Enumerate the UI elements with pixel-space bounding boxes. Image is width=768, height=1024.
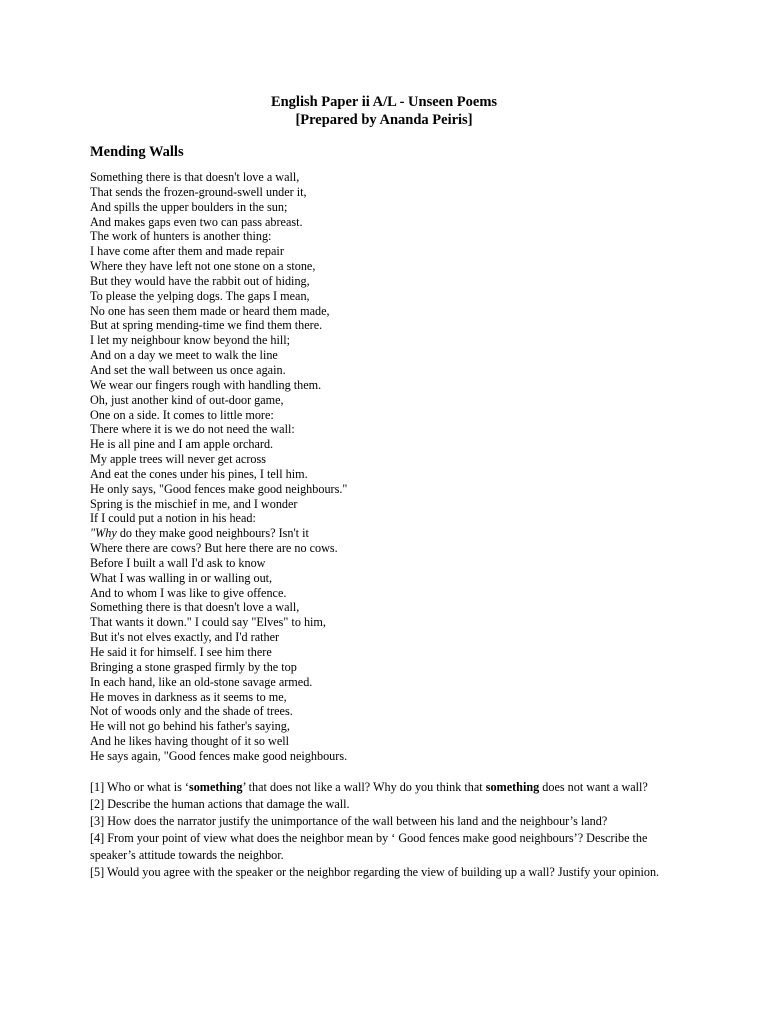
document-author: [Prepared by Ananda Peiris] <box>295 112 473 128</box>
poem-line: And spills the upper boulders in the sun; <box>90 199 288 214</box>
poem-line: Where they have left not one stone on a stone, <box>90 259 316 274</box>
question-text: does not want a wall? <box>539 780 648 794</box>
poem-line: Where there are cows? But here there are no cows. <box>90 541 338 556</box>
poem-line: And to whom I was like to give offence. <box>90 585 287 600</box>
poem-line: Spring is the mischief in me, and I wonder <box>90 496 298 511</box>
document-title: English Paper ii A/L - Unseen Poems <box>270 94 498 110</box>
poem-line-rest: do they make good neighbours? Isn't it <box>116 526 309 541</box>
poem-line: I let my neighbour know beyond the hill; <box>90 333 291 348</box>
poem-line: To please the yelping dogs. The gaps I mean, <box>90 288 310 303</box>
poem-line: That wants it down." I could say "Elves" to him, <box>90 615 326 630</box>
poem-line: He only says, "Good fences make good neighbours." <box>90 481 348 496</box>
poem-line: But they would have the rabbit out of hiding, <box>90 273 310 288</box>
question-3: [3] How does the narrator justify the unimportance of the wall between his land and the neighbour’s land? <box>90 814 608 828</box>
question-text: [1] Who or what is ‘ <box>90 780 189 794</box>
poem-body <box>90 170 690 764</box>
questions-section <box>90 779 690 881</box>
poem-line: He is all pine and I am apple orchard. <box>90 437 274 452</box>
poem-line: My apple trees will never get across <box>90 452 266 467</box>
poem-line: And eat the cones under his pines, I tell him. <box>90 466 308 481</box>
poem-line: That sends the frozen-ground-swell under it, <box>90 184 307 199</box>
question-emphasis: something <box>188 780 243 794</box>
poem-line: There where it is we do not need the wall: <box>90 422 295 437</box>
poem-line: Before I built a wall I'd ask to know <box>90 555 266 570</box>
poem-title: Mending Walls <box>90 144 184 160</box>
question-5: [5] Would you agree with the speaker or the neighbor regarding the view of building up a wall? Justify your opinion. <box>90 865 660 879</box>
question-1 <box>90 779 690 796</box>
poem-line: He will not go behind his father's saying, <box>90 719 290 734</box>
poem-line: What I was walling in or walling out, <box>90 570 273 585</box>
poem-line: In each hand, like an old-stone savage armed. <box>90 674 313 689</box>
poem-line-italic-start <box>90 526 690 541</box>
question-text: ’ that does not like a wall? Why do you think that <box>242 780 486 794</box>
poem-line: Oh, just another kind of out-door game, <box>90 392 284 407</box>
poem-line: And set the wall between us once again. <box>90 362 286 377</box>
poem-line: No one has seen them made or heard them made, <box>90 303 330 318</box>
question-4 <box>90 830 690 864</box>
poem-line: And on a day we meet to walk the line <box>90 348 278 363</box>
poem-line: But it's not elves exactly, and I'd rather <box>90 630 280 645</box>
poem-line: Bringing a stone grasped firmly by the top <box>90 659 297 674</box>
question-2: [2] Describe the human actions that damage the wall. <box>90 797 350 811</box>
poem-italic-word: "Why <box>90 526 117 541</box>
poem-line: He moves in darkness as it seems to me, <box>90 689 287 704</box>
question-text: [4] From your point of view what does the neighbor mean by ‘ Good fences make good neighbours’? Describe the <box>90 831 648 845</box>
question-text: speaker’s attitude towards the neighbor. <box>90 848 284 862</box>
poem-line: But at spring mending-time we find them there. <box>90 318 323 333</box>
poem-line: If I could put a notion in his head: <box>90 511 256 526</box>
poem-line: He says again, "Good fences make good neighbours. <box>90 748 348 763</box>
poem-line: Not of woods only and the shade of trees. <box>90 704 293 719</box>
poem-line: He said it for himself. I see him there <box>90 645 272 659</box>
poem-line: We wear our fingers rough with handling them. <box>90 377 322 392</box>
document-header <box>0 93 768 129</box>
poem-line: And he likes having thought of it so well <box>90 734 290 749</box>
poem-line: Something there is that doesn't love a wall, <box>90 170 300 184</box>
poem-line: I have come after them and made repair <box>90 244 284 259</box>
poem-line: One on a side. It comes to little more: <box>90 407 274 422</box>
question-emphasis: something <box>485 780 540 794</box>
poem-line: And makes gaps even two can pass abreast. <box>90 214 303 229</box>
poem-line: Something there is that doesn't love a wall, <box>90 600 300 615</box>
poem-line: The work of hunters is another thing: <box>90 229 272 244</box>
